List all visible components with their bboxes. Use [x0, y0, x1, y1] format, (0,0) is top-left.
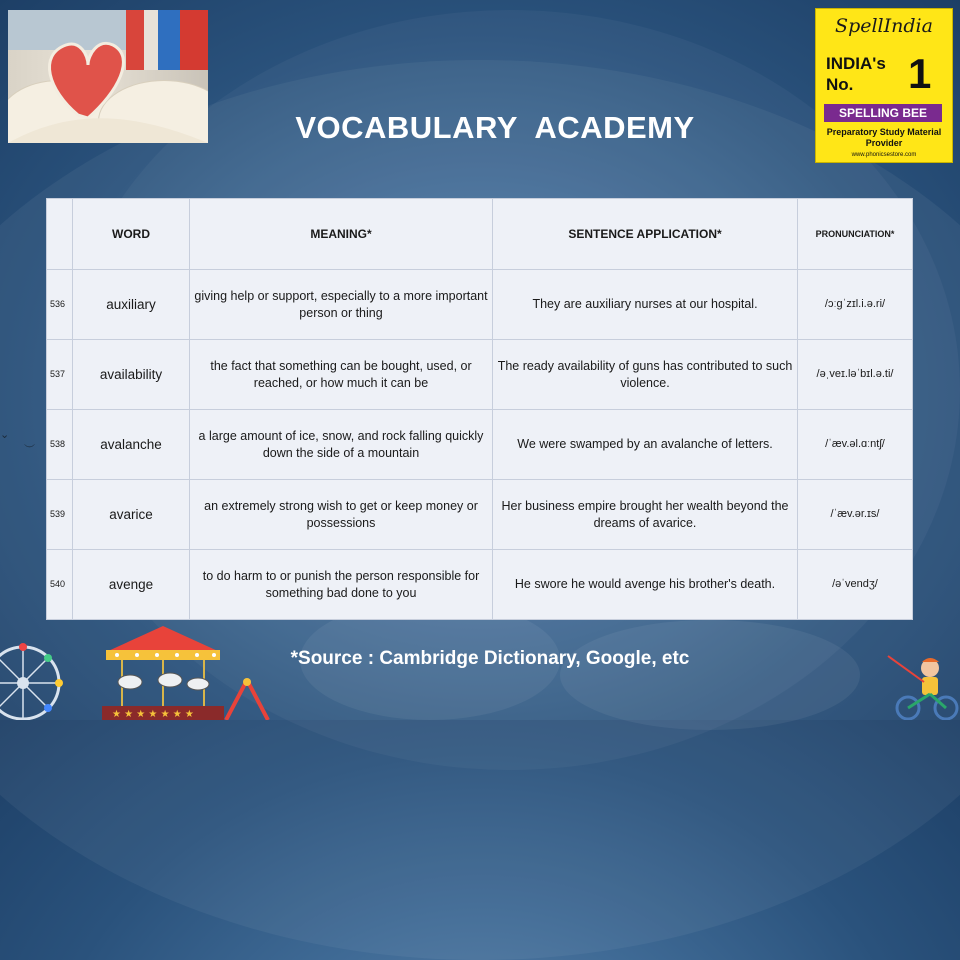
- table-row: [47, 550, 913, 620]
- row-sentence: Her business empire brought her wealth beyond the dreams of avarice.: [493, 480, 798, 550]
- row-number: 538: [47, 410, 73, 480]
- logo-line2: No.: [826, 75, 854, 94]
- logo-line1: INDIA's: [826, 54, 886, 73]
- svg-text:★ ★ ★ ★ ★ ★ ★: ★ ★ ★ ★ ★ ★ ★: [112, 709, 194, 720]
- row-meaning: an extremely strong wish to get or keep money or possessions: [190, 480, 493, 550]
- column-header-pronunciation: PRONUNCIATION*: [798, 199, 913, 270]
- row-number: 536: [47, 270, 73, 340]
- row-pronunciation: /əˈvendʒ/: [798, 550, 913, 620]
- row-number: 539: [47, 480, 73, 550]
- row-pronunciation: /ˈæv.ər.ɪs/: [798, 480, 913, 550]
- column-header-sentence: SENTENCE APPLICATION*: [493, 199, 798, 270]
- table-row: [47, 270, 913, 340]
- row-word: avalanche: [73, 410, 190, 480]
- swing-ride-icon: [222, 676, 272, 720]
- logo-banner: SPELLING BEE: [824, 104, 942, 122]
- row-sentence: We were swamped by an avalanche of letters.: [493, 410, 798, 480]
- ferris-wheel-icon: [0, 638, 68, 720]
- row-meaning: to do harm to or punish the person responsible for something bad done to you: [190, 550, 493, 620]
- column-header-word: WORD: [73, 199, 190, 270]
- background-cloud: [560, 620, 860, 730]
- vocabulary-table: [46, 198, 913, 620]
- row-sentence: He swore he would avenge his brother's death.: [493, 550, 798, 620]
- row-pronunciation: /əˌveɪ.ləˈbɪl.ə.ti/: [798, 340, 913, 410]
- row-word: availability: [73, 340, 190, 410]
- bird-icon: ⌄: [0, 429, 10, 441]
- logo-subtitle: Preparatory Study Material Provider: [826, 127, 942, 148]
- row-word: auxiliary: [73, 270, 190, 340]
- row-sentence: They are auxiliary nurses at our hospital.: [493, 270, 798, 340]
- cyclist-icon: [884, 646, 960, 720]
- logo-brand: SpellIndia: [835, 15, 933, 37]
- spellindia-logo: [815, 8, 953, 163]
- column-header-number: [47, 199, 73, 270]
- row-word: avenge: [73, 550, 190, 620]
- row-sentence: The ready availability of guns has contributed to such violence.: [493, 340, 798, 410]
- table-header-row: [47, 199, 913, 270]
- column-header-meaning: MEANING*: [190, 199, 493, 270]
- row-pronunciation: /ˈæv.əl.ɑːntʃ/: [798, 410, 913, 480]
- row-number: 537: [47, 340, 73, 410]
- book-photo: [8, 10, 208, 143]
- row-meaning: a large amount of ice, snow, and rock falling quickly down the side of a mountain: [190, 410, 493, 480]
- bird-icon: ︶: [24, 444, 35, 456]
- carousel-icon: [102, 622, 224, 720]
- table-row: [47, 480, 913, 550]
- table-row: [47, 340, 913, 410]
- row-meaning: the fact that something can be bought, used, or reached, or how much it can be: [190, 340, 493, 410]
- logo-number: 1: [908, 50, 932, 97]
- row-pronunciation: /ɔːɡˈzɪl.i.ə.ri/: [798, 270, 913, 340]
- page-title: VOCABULARY ACADEMY: [295, 110, 695, 145]
- row-number: 540: [47, 550, 73, 620]
- row-meaning: giving help or support, especially to a more important person or thing: [190, 270, 493, 340]
- table-row: [47, 410, 913, 480]
- heart-pages-icon: [8, 10, 208, 143]
- logo-website: www.phonicsestore.com: [851, 152, 917, 158]
- source-note: *Source : Cambridge Dictionary, Google, etc: [290, 648, 690, 669]
- row-word: avarice: [73, 480, 190, 550]
